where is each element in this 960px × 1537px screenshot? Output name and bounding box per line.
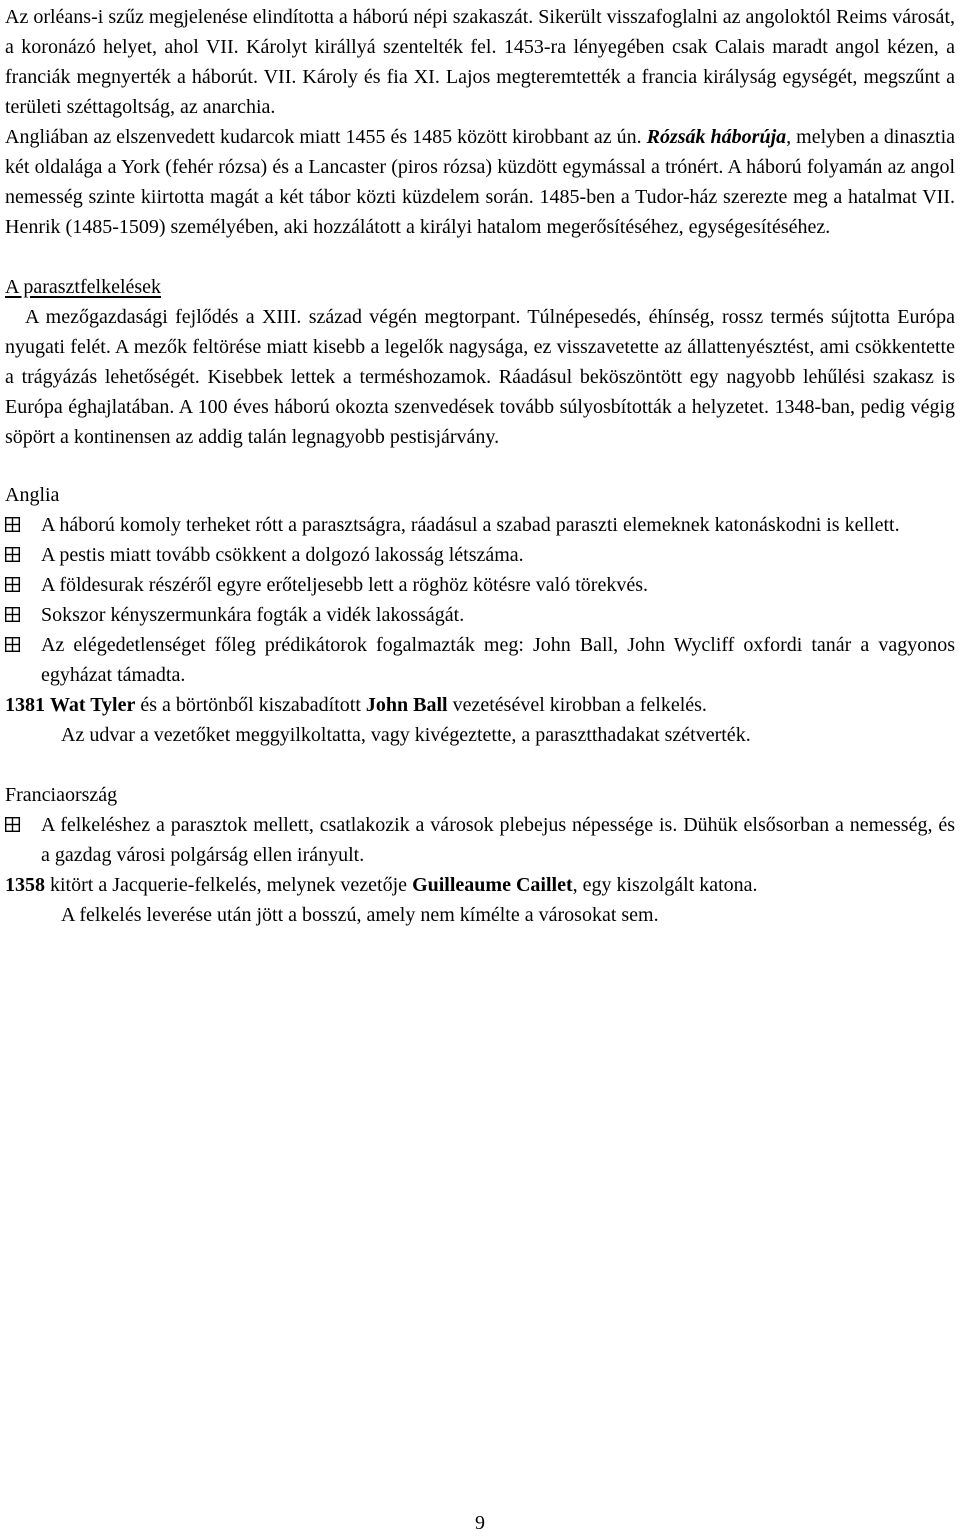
cross-box-icon — [5, 547, 20, 562]
list-item — [5, 570, 955, 600]
document-page — [5, 0, 955, 930]
event-text-end: , egy kiszolgált katona. — [572, 874, 758, 896]
list-item-text: Sokszor kényszermunkára fogták a vidék lakosságát. — [41, 604, 465, 626]
list-item — [5, 600, 955, 630]
spacer — [5, 242, 955, 272]
france-event-followup: A felkelés leverése után jött a bosszú, amely nem kímélte a városokat sem. — [61, 904, 659, 926]
section-heading-peasant-revolts: A parasztfelkelések — [5, 276, 162, 298]
event-text-end: vezetésével kirobban a felkelés. — [447, 694, 707, 716]
intro-p2-start: Angliában az elszenvedett kudarcok miatt 1455 és 1485 között kirobbant az ún. — [5, 126, 647, 148]
event-leader-1: Wat Tyler — [50, 694, 136, 716]
event-year: 1381 — [5, 694, 45, 716]
list-item-text: A felkeléshez a parasztok mellett, csatlakozik a városok plebejus népessége is. Dühük elsősorban a nemesség, és a gazdag városi polgárság ellen irányult. — [41, 814, 955, 866]
page-number: 9 — [475, 1512, 485, 1534]
event-text: és a börtönből kiszabadított — [135, 694, 366, 716]
england-event-line — [5, 690, 955, 720]
england-bullet-list — [5, 510, 955, 690]
cross-box-icon — [5, 577, 20, 592]
list-item-text: A háború komoly terheket rótt a parasztságra, ráadásul a szabad paraszti elemeknek katonáskodni is kellett. — [41, 514, 900, 536]
list-item — [5, 630, 955, 690]
spacer — [5, 750, 955, 780]
spacer — [5, 452, 955, 480]
cross-box-icon — [5, 637, 20, 652]
roses-war-emphasis: Rózsák háborúja — [646, 126, 787, 148]
list-item-text: A pestis miatt tovább csökkent a dolgozó lakosság létszáma. — [41, 544, 524, 566]
england-event-followup: Az udvar a vezetőket meggyilkoltatta, vagy kivégeztette, a parasztthadakat szétverték. — [61, 724, 751, 746]
list-item — [5, 810, 955, 870]
france-event-line — [5, 870, 955, 900]
event-text: kitört a Jacquerie-felkelés, melynek vezetője — [45, 874, 413, 896]
list-item-text: A földesurak részéről egyre erőteljesebb lett a röghöz kötésre való törekvés. — [41, 574, 648, 596]
france-bullet-list — [5, 810, 955, 870]
list-item — [5, 510, 955, 540]
intro-p2-rest: , melyben a dinasztia két oldalága a York (fehér rózsa) és a Lancaster (piros rózsa) küzdött egymással a trónért. A háború folyamán az angol nemesség szinte kiirtotta magát a két tábor közti küzdelem során. 1485-ben a Tudor-ház szerezte meg a hatalmat VII. Henrik (1485-1509) személyében, aki hozzálátott a királyi hatalom megerősítéséhez, egységesítéséhez. — [5, 126, 956, 238]
intro-paragraph-2 — [5, 122, 955, 242]
peasant-section-body: A mezőgazdasági fejlődés a XIII. század végén megtorpant. Túlnépesedés, éhínség, rossz termés sújtotta Európa nyugati felét. A mezők feltörése miatt kisebb a legelők nagysága, ez visszavetette az állattenyésztést, ami csökkentette a trágyázás lehetőségét. Kisebbek lettek a terméshozamok. Ráadásul beköszöntött egy nagyobb lehűlési szakasz is Európa éghajlatában. A 100 éves háború okozta szenvedések tovább súlyosbították a helyzetet. 1348-ban, pedig végig söpört a kontinensen az addig talán legnagyobb pestisjárvány. — [5, 306, 955, 448]
subheading-france: Franciaország — [5, 784, 118, 806]
list-item — [5, 540, 955, 570]
subheading-england: Anglia — [5, 484, 60, 506]
list-item-text: Az elégedetlenséget főleg prédikátorok fogalmazták meg: John Ball, John Wycliff oxfordi tanár a vagyonos egyházat támadta. — [41, 634, 955, 686]
event-year: 1358 — [5, 874, 45, 896]
event-leader-2: John Ball — [365, 694, 448, 716]
cross-box-icon — [5, 817, 20, 832]
event-leader: Guilleaume Caillet — [412, 874, 573, 896]
cross-box-icon — [5, 517, 20, 532]
intro-paragraph-1: Az orléans-i szűz megjelenése elindította a háború népi szakaszát. Sikerült visszafoglalni az angoloktól Reims városát, a koronázó helyet, ahol VII. Károlyt királlyá szentelték fel. 1453-ra lényegében csak Calais maradt angol kézen, a franciák megnyerték a háborút. VII. Károly és fia XI. Lajos megteremtették a francia királyság egységét, megszűnt a területi széttagoltság, az anarchia. — [5, 6, 955, 118]
cross-box-icon — [5, 607, 20, 622]
